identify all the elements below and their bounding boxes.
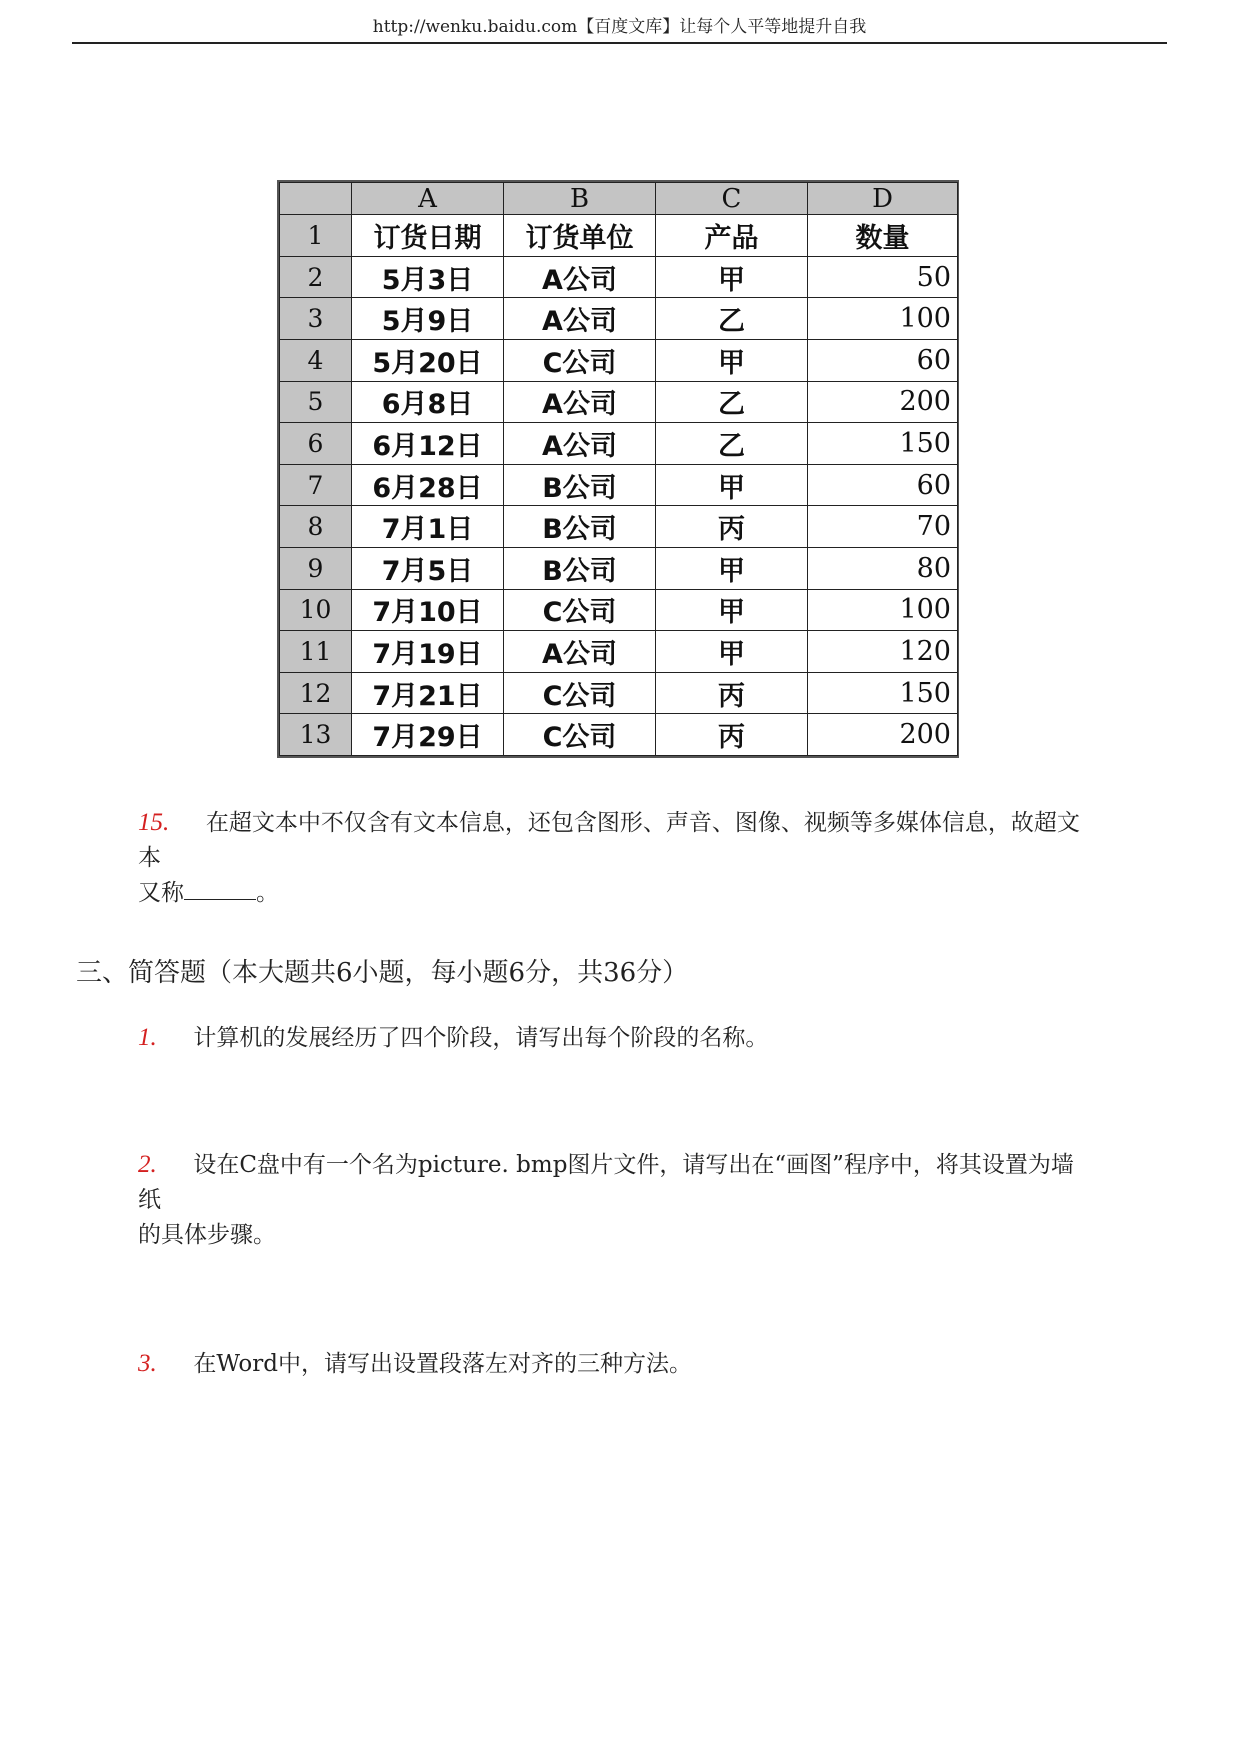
question-number: 3. <box>138 1350 157 1377</box>
sheet-cell: B公司 <box>504 547 656 589</box>
page-header <box>72 14 1167 44</box>
sheet-cell: 丙 <box>656 506 808 548</box>
question-2-line1 <box>138 1147 1178 1183</box>
sheet-cell: A公司 <box>504 631 656 673</box>
question-text-suffix: 。 <box>256 880 279 906</box>
sheet-row <box>280 381 958 423</box>
sheet-cell: 甲 <box>656 547 808 589</box>
sheet-header-cell: 产品 <box>656 215 808 257</box>
row-number: 10 <box>280 589 352 631</box>
row-number: 12 <box>280 672 352 714</box>
sheet-cell: C公司 <box>504 714 656 756</box>
sheet-cell: 6月28日 <box>352 464 504 506</box>
row-number: 5 <box>280 381 352 423</box>
sheet-cell: 50 <box>808 256 958 298</box>
sheet-cell: A公司 <box>504 256 656 298</box>
sheet-row <box>280 631 958 673</box>
question-number: 2. <box>138 1151 157 1178</box>
sheet-header-cell: 数量 <box>808 215 958 257</box>
sheet-cell: 5月3日 <box>352 256 504 298</box>
sheet-row <box>280 672 958 714</box>
row-number: 1 <box>280 215 352 257</box>
answer-blank <box>184 877 256 900</box>
row-number: 9 <box>280 547 352 589</box>
question-number: 15. <box>138 809 170 836</box>
row-number: 8 <box>280 506 352 548</box>
question-15-line3 <box>138 876 1178 911</box>
sheet-cell: 7月29日 <box>352 714 504 756</box>
sheet-cell: 5月20日 <box>352 340 504 382</box>
question-number: 1. <box>138 1024 157 1051</box>
row-number: 6 <box>280 423 352 465</box>
sheet-cell: C公司 <box>504 340 656 382</box>
sheet-row <box>280 547 958 589</box>
sheet-cell: 7月1日 <box>352 506 504 548</box>
sheet-cell: 甲 <box>656 631 808 673</box>
sheet-cell: B公司 <box>504 464 656 506</box>
sheet-cell: 200 <box>808 714 958 756</box>
question-3 <box>138 1346 1178 1382</box>
sheet-row <box>280 423 958 465</box>
sheet-cell: 甲 <box>656 589 808 631</box>
question-text: 在超文本中不仅含有文本信息，还包含图形、声音、图像、视频等多媒体信息，故超文 <box>205 810 1080 836</box>
sheet-cell: A公司 <box>504 423 656 465</box>
column-header-b: B <box>504 183 656 215</box>
sheet-cell: 80 <box>808 547 958 589</box>
sheet-cell: 7月19日 <box>352 631 504 673</box>
question-15-line1 <box>138 805 1178 841</box>
spreadsheet-table <box>279 182 958 756</box>
sheet-cell: 甲 <box>656 464 808 506</box>
sheet-cell: 丙 <box>656 714 808 756</box>
sheet-cell: 7月21日 <box>352 672 504 714</box>
sheet-cell: 乙 <box>656 381 808 423</box>
sheet-cell: 200 <box>808 381 958 423</box>
column-header-a: A <box>352 183 504 215</box>
sheet-header-cell: 订货单位 <box>504 215 656 257</box>
sheet-row <box>280 589 958 631</box>
question-2-line3: 的具体步骤。 <box>138 1222 276 1248</box>
sheet-cell: 100 <box>808 298 958 340</box>
sheet-cell: 60 <box>808 464 958 506</box>
sheet-cell: 70 <box>808 506 958 548</box>
question-1 <box>138 1020 1178 1056</box>
sheet-row <box>280 464 958 506</box>
question-text: 计算机的发展经历了四个阶段，请写出每个阶段的名称。 <box>193 1025 769 1051</box>
row-number: 3 <box>280 298 352 340</box>
sheet-row <box>280 714 958 756</box>
column-header-c: C <box>656 183 808 215</box>
row-number: 7 <box>280 464 352 506</box>
question-text-prefix: 又称 <box>138 880 184 906</box>
sheet-cell: 120 <box>808 631 958 673</box>
sheet-cell: C公司 <box>504 589 656 631</box>
row-number: 2 <box>280 256 352 298</box>
sheet-header-cell: 订货日期 <box>352 215 504 257</box>
row-number: 13 <box>280 714 352 756</box>
question-2-line2: 纸 <box>138 1187 161 1213</box>
sheet-cell: 甲 <box>656 256 808 298</box>
sheet-cell: 60 <box>808 340 958 382</box>
sheet-row <box>280 256 958 298</box>
sheet-cell: C公司 <box>504 672 656 714</box>
sheet-row <box>280 298 958 340</box>
row-number: 4 <box>280 340 352 382</box>
sheet-cell: 100 <box>808 589 958 631</box>
sheet-cell: 5月9日 <box>352 298 504 340</box>
sheet-cell: 乙 <box>656 298 808 340</box>
question-15-line2: 本 <box>138 845 161 871</box>
sheet-row <box>280 340 958 382</box>
section-title: 三、简答题（本大题共6小题，每小题6分，共36分） <box>76 958 689 988</box>
sheet-cell: B公司 <box>504 506 656 548</box>
sheet-cell: 6月12日 <box>352 423 504 465</box>
sheet-cell: 丙 <box>656 672 808 714</box>
sheet-cell: 7月5日 <box>352 547 504 589</box>
sheet-cell: 6月8日 <box>352 381 504 423</box>
sheet-row <box>280 506 958 548</box>
column-header-d: D <box>808 183 958 215</box>
sheet-cell: A公司 <box>504 298 656 340</box>
sheet-row <box>280 215 958 257</box>
sheet-cell: A公司 <box>504 381 656 423</box>
question-text: 在Word中，请写出设置段落左对齐的三种方法。 <box>193 1351 692 1377</box>
spreadsheet-image <box>277 180 959 758</box>
sheet-cell: 甲 <box>656 340 808 382</box>
sheet-column-header-row <box>280 183 958 215</box>
question-text: 设在C盘中有一个名为picture. bmp图片文件，请写出在“画图”程序中，将其设置为墙 <box>193 1152 1074 1178</box>
sheet-cell: 150 <box>808 423 958 465</box>
header-text: http://wenku.baidu.com【百度文库】让每个人平等地提升自我 <box>372 17 867 37</box>
sheet-cell: 150 <box>808 672 958 714</box>
row-number: 11 <box>280 631 352 673</box>
sheet-cell: 乙 <box>656 423 808 465</box>
question-2 <box>138 1147 1178 1253</box>
sheet-corner-cell <box>280 183 352 215</box>
sheet-cell: 7月10日 <box>352 589 504 631</box>
question-15 <box>138 805 1178 911</box>
